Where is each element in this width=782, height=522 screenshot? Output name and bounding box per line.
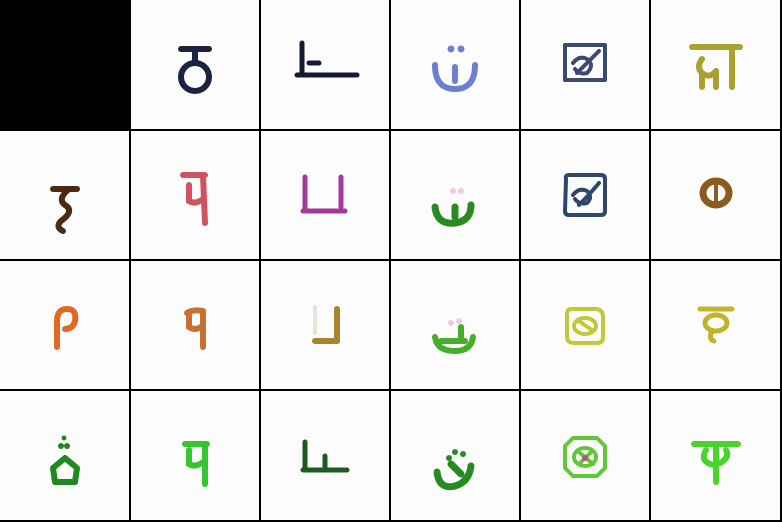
cell-r4-c1 (0, 391, 129, 520)
corner-bracket-glyph-icon (275, 275, 375, 375)
cell-r2-c3 (261, 131, 389, 259)
cell-r4-c6 (651, 391, 780, 520)
cell-r2-c6 (651, 131, 780, 259)
cell-r1-c5 (521, 0, 649, 129)
cell-r3-c2 (131, 261, 259, 389)
cup-dots-glyph-icon (405, 15, 505, 115)
cup-dots-glyph-icon-2 (405, 145, 505, 245)
bar-ring-glyph-icon (666, 275, 766, 375)
circle-hook-glyph-icon (145, 15, 245, 115)
ring-glyph-icon (666, 145, 766, 245)
cup-dots-glyph-icon-3 (405, 275, 505, 375)
cell-r1-c4 (391, 0, 519, 129)
cell-r4-c5 (521, 391, 649, 520)
boxed-fish-glyph-icon (535, 15, 635, 115)
cell-r4-c4 (391, 391, 519, 520)
cell-r1-c3 (261, 0, 389, 129)
cell-r1-c6 (651, 0, 780, 129)
p-loop-glyph-icon (15, 275, 115, 375)
pentagon-dots-glyph-icon (15, 406, 115, 506)
cell-r1-c2 (131, 0, 259, 129)
bar-phi-glyph-icon (666, 406, 766, 506)
bar-loops-glyph-icon (666, 15, 766, 115)
boxed-fish-round-glyph-icon (535, 275, 635, 375)
cell-r2-c1 (0, 131, 129, 259)
cell-r1-c1-blank (0, 0, 129, 129)
hook-tail-glyph-icon (15, 145, 115, 245)
flag-loop-glyph-icon (145, 145, 245, 245)
floor-bracket-glyph-icon (275, 15, 375, 115)
cell-r2-c2 (131, 131, 259, 259)
cell-r3-c3 (261, 261, 389, 389)
cup-dots-glyph-icon-4 (405, 406, 505, 506)
flag-loop-small-glyph-icon (145, 275, 245, 375)
cell-r2-c4 (391, 131, 519, 259)
boxed-fish-glyph-icon-2 (535, 145, 635, 245)
cell-r2-c5 (521, 131, 649, 259)
boxed-fish-round-glyph-icon-2 (535, 406, 635, 506)
cell-r4-c3 (261, 391, 389, 520)
cell-r3-c5 (521, 261, 649, 389)
cell-r3-c6 (651, 261, 780, 389)
floor-bracket-wide-glyph-icon (275, 145, 375, 245)
cell-r4-c2 (131, 391, 259, 520)
floor-bracket-glyph-icon-2 (275, 406, 375, 506)
cell-r3-c1 (0, 261, 129, 389)
flag-loop-glyph-icon-2 (145, 406, 245, 506)
cell-r3-c4 (391, 261, 519, 389)
